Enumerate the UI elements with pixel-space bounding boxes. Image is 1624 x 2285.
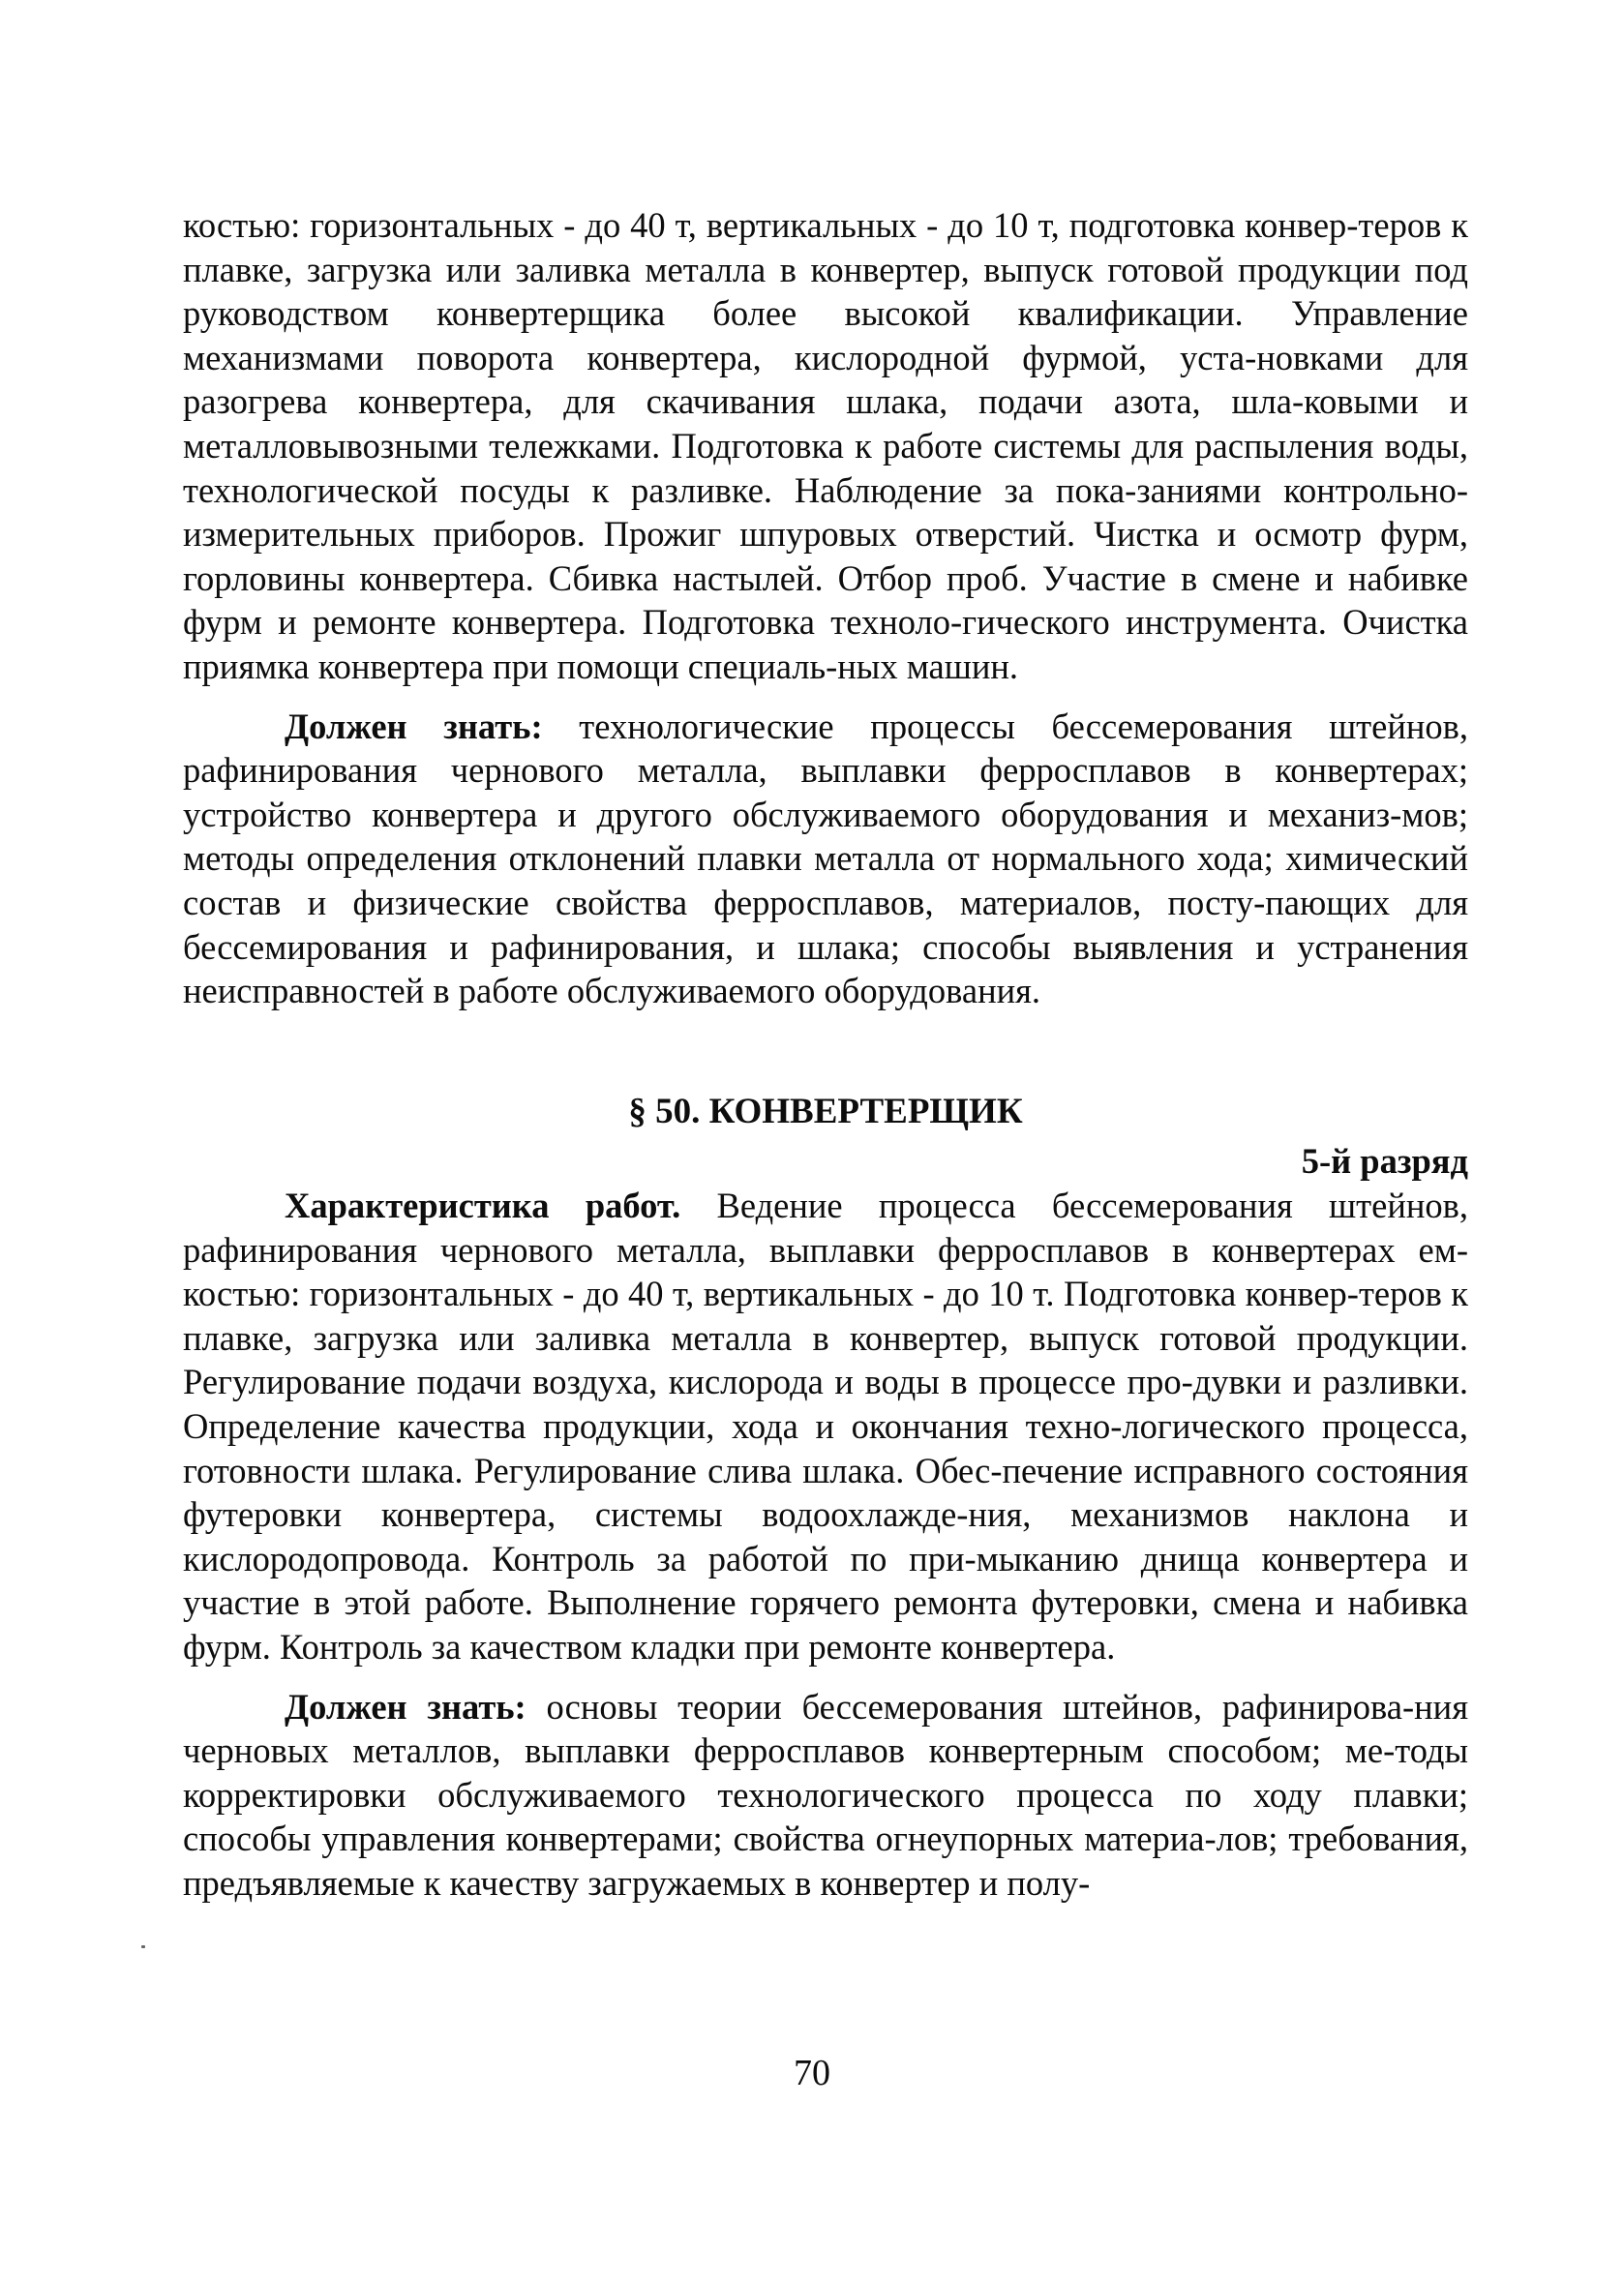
page-number: 70 <box>794 2053 830 2093</box>
continuation-text: костью: горизонтальных - до 40 т, вертикальных - до 10 т, подготовка конвер-теров к плавке, загрузка или заливка металла в конвертер, выпуск готовой продукции под руководством конвертерщика более высокой квалификации. Управление механизмами поворота конвертера, кислородной фурмой, уста-новками для разогрева конвертера, для скачивания шлака, подачи азота, шла-ковыми и металловывозными тележками. Подготовка к работе системы для распыления воды, технологической посуды к разливке. Наблюдение за пока-заниями контрольно-измерительных приборов. Прожиг шпуровых отверстий. Чистка и осмотр фурм, горловины конвертера. Сбивка настылей. Отбор проб. Участие в смене и набивке фурм и ремонте конвертера. Подготовка техноло-гического инструмента. Очистка приямка конвертера при помощи специаль-ных машин. <box>183 205 1468 686</box>
characteristics-text: Ведение процесса бессемерования штейнов, рафинирования чернового металла, выплавки ферросплавов в конвертерах ем-костью: горизонтальных - до 40 т, вертикальных - до 10 т. Подготовка конвер-теров к плавке, загрузка или заливка металла в конвертер, выпуск готовой продукции. Регулирование подачи воздуха, кислорода и воды в процессе про-дувки и разливки. Определение качества продукции, хода и окончания техно-логического процесса, готовности шлака. Регулирование слива шлака. Обес-печение исправного состояния футеровки конвертера, системы водоохлажде-ния, механизмов наклона и кислородопровода. Контроль за работой по при-мыканию днища конвертера и участие в этой работе. Выполнение горячего ремонта футеровки, смена и набивка фурм. Контроль за качеством кладки при ремонте конвертера. <box>183 1186 1468 1667</box>
section-must-know-text: основы теории бессемерования штейнов, рафинирова-ния черновых металлов, выплавки ферросплавов конвертерным способом; ме-тоды корректировки обслуживаемого технологического процесса по ходу плавки; способы управления конвертерами; свойства огнеупорных материа-лов; требования, предъявляемые к качеству загружаемых в конвертер и полу- <box>183 1686 1468 1903</box>
rank-label: 5-й разряд <box>1301 1141 1468 1181</box>
continuation-paragraph <box>183 203 1468 689</box>
section-must-know-paragraph <box>183 1685 1468 1906</box>
must-know-paragraph <box>183 705 1468 1013</box>
section-must-know-label: Должен знать: <box>285 1686 526 1727</box>
section-title: § 50. КОНВЕРТЕРЩИК <box>628 1092 1023 1131</box>
must-know-label: Должен знать: <box>285 706 543 746</box>
must-know-text: технологические процессы бессемерования штейнов, рафинирования чернового металла, выплавки ферросплавов в конвертерах; устройство конвертера и другого обслуживаемого оборудования и механиз-мов; методы определения отклонений плавки металла от нормального хода; химический состав и физические свойства ферросплавов, материалов, посту-пающих для бессемирования и рафинирования, и шлака; способы выявления и устранения неисправностей в работе обслуживаемого оборудования. <box>183 706 1468 1011</box>
scan-speck <box>141 1945 145 1948</box>
characteristics-label: Характеристика работ. <box>285 1186 681 1225</box>
characteristics-paragraph <box>183 1184 1468 1669</box>
section-text-block <box>183 1184 1468 1906</box>
top-text-block <box>183 203 1468 1013</box>
